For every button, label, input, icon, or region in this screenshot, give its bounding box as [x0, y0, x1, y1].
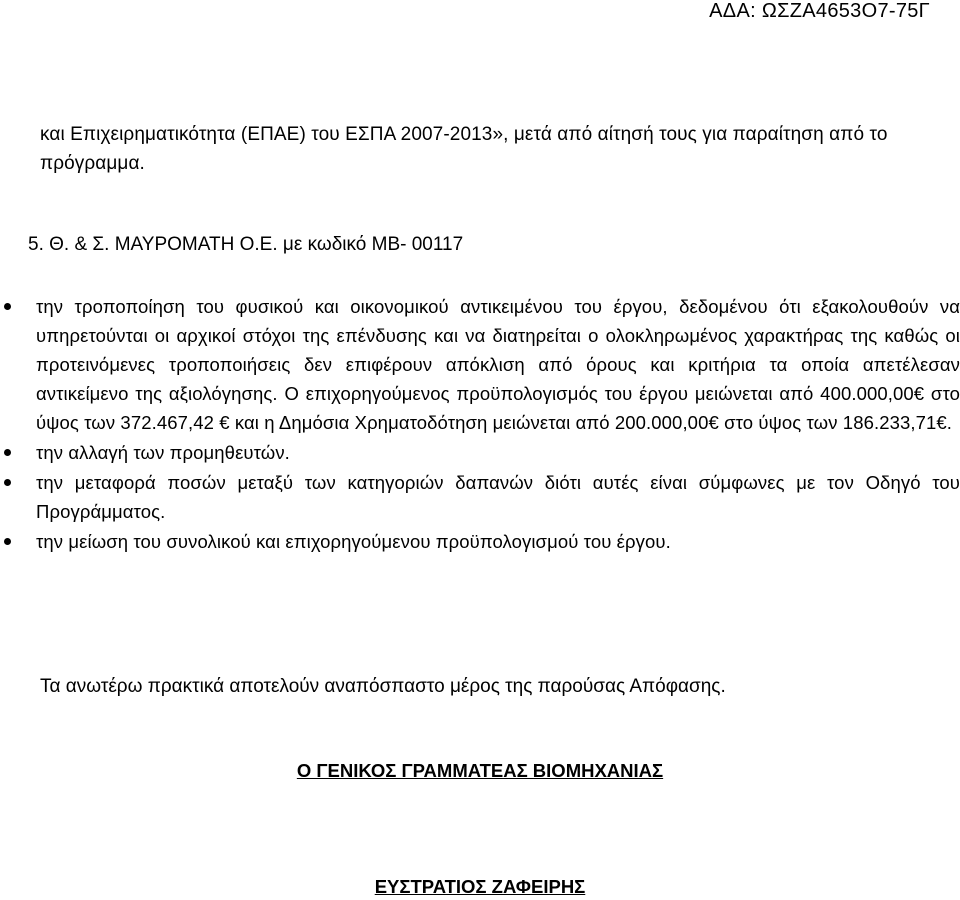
bullet-icon	[4, 303, 11, 310]
bullet-icon	[4, 479, 11, 486]
bullet-icon	[4, 538, 11, 545]
bullet-list	[0, 292, 960, 557]
ada-code: ΑΔΑ: ΩΣΖΑ4653Ο7-75Γ	[709, 0, 930, 22]
list-item	[0, 292, 960, 437]
list-item-text: την μείωση του συνολικού και επιχορηγούμενου προϋπολογισμού του έργου.	[36, 531, 671, 552]
item-heading: 5. Θ. & Σ. ΜΑΥΡΟΜΑΤΗ Ο.Ε. με κωδικό ΜΒ- 00117	[28, 234, 464, 255]
list-item	[0, 527, 960, 556]
closing-statement: Τα ανωτέρω πρακτικά αποτελούν αναπόσπαστο μέρος της παρούσας Απόφασης.	[40, 676, 726, 697]
list-item	[0, 438, 960, 467]
list-item-text: την αλλαγή των προμηθευτών.	[36, 442, 290, 463]
list-item-text: την μεταφορά ποσών μεταξύ των κατηγοριών δαπανών διότι αυτές είναι σύμφωνες με τον Οδηγό του Προγράμματος.	[36, 472, 960, 522]
list-item-text: την τροποποίηση του φυσικού και οικονομικού αντικειμένου του έργου, δεδομένου ότι εξακολουθούν να υπηρετούνται οι αρχικοί στόχοι της επένδυσης και να διατηρείται ο ολοκληρωμένος χαρακτήρας της καθώς οι προτεινόμενες τροποποιήσεις δεν επιφέρουν απόκλιση από όρους και κριτήρια τα οποία απετέλεσαν αντικείμενο της αξιολόγησης. Ο επιχορηγούμενος προϋπολογισμός του έργου μειώνεται από 400.000,00€ στο ύψος των 372.467,42 € και η Δημόσια Χρηματοδότηση μειώνεται από 200.000,00€ στο ύψος των 186.233,71€.	[36, 296, 960, 433]
list-item	[0, 468, 960, 526]
intro-paragraph: και Επιχειρηματικότητα (ΕΠΑΕ) του ΕΣΠΑ 2007-2013», μετά από αίτησή τους για παραίτηση από το πρόγραμμα.	[40, 124, 888, 174]
signatory-name: ΕΥΣΤΡΑΤΙΟΣ ΖΑΦΕΙΡΗΣ	[374, 876, 586, 897]
bullet-icon	[4, 449, 11, 456]
signatory-title: Ο ΓΕΝΙΚΟΣ ΓΡΑΜΜΑΤΕΑΣ ΒΙΟΜΗΧΑΝΙΑΣ	[296, 760, 664, 781]
